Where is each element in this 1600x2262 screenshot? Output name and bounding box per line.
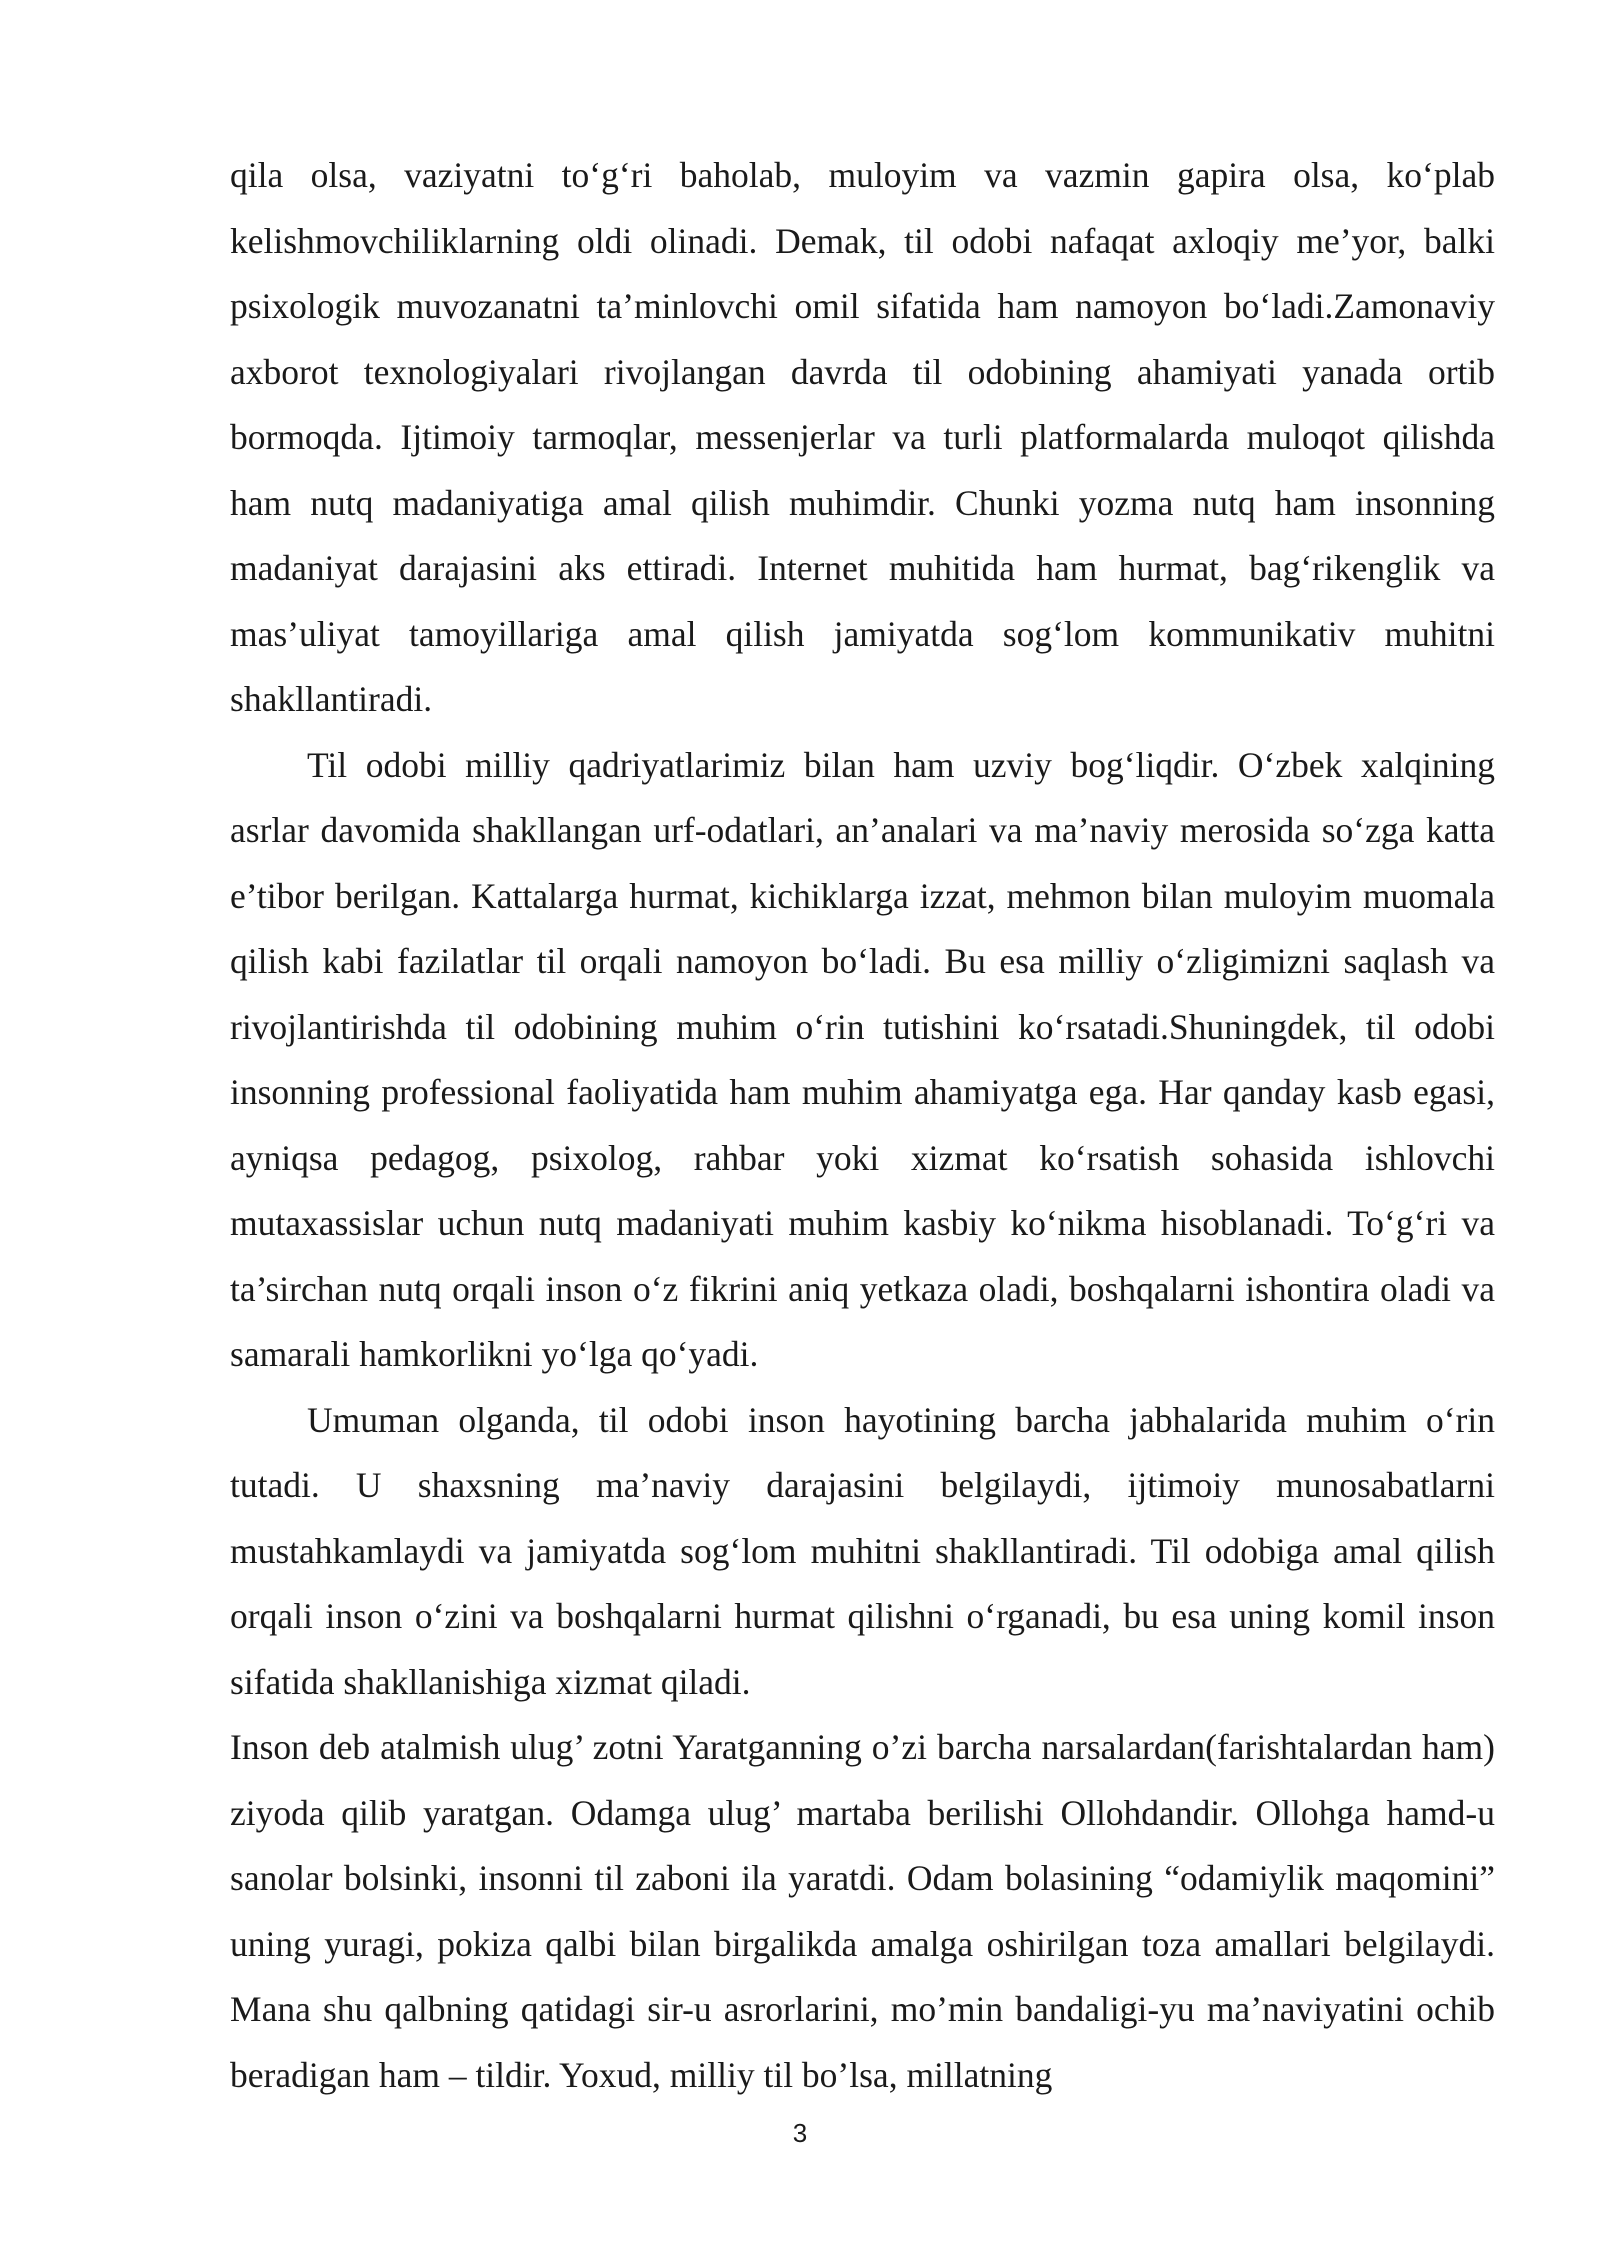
- paragraph-2: Til odobi milliy qadriyatlarimiz bilan ham uzviy bog‘liqdir. O‘zbek xalqining asrlar davomida shakllangan urf-odatlari, an’analari va ma’naviy merosida so‘zga katta e’tibor berilgan. Kattalarga hurmat, kichiklarga izzat, mehmon bilan muloyim muomala qilish kabi fazilatlar til orqali namoyon bo‘ladi. Bu esa milliy o‘zligimizni saqlash va rivojlantirishda til odobining muhim o‘rin tutishini ko‘rsatadi.Shuningdek, til odobi insonning professional faoliyatida ham muhim ahamiyatga ega. Har qanday kasb egasi, ayniqsa pedagog, psixolog, rahbar yoki xizmat ko‘rsatish sohasida ishlovchi mutaxassislar uchun nutq madaniyati muhim kasbiy ko‘nikma hisoblanadi. To‘g‘ri va ta’sirchan nutq orqali inson o‘z fikrini aniq yetkaza oladi, boshqalarni ishontira oladi va samarali hamkorlikni yo‘lga qo‘yadi.: [230, 744, 1495, 1374]
- paragraph-3: Umuman olganda, til odobi inson hayotining barcha jabhalarida muhim o‘rin tutadi. U shaxsning ma’naviy darajasini belgilaydi, ijtimoiy munosabatlarni mustahkamlaydi va jamiyatda sog‘lom muhitni shakllantiradi. Til odobiga amal qilish orqali inson o‘zini va boshqalarni hurmat qilishni o‘rganadi, bu esa uning komil inson sifatida shakllanishiga xizmat qiladi.: [230, 1399, 1495, 1702]
- paragraph-1: qila olsa, vaziyatni to‘g‘ri baholab, muloyim va vazmin gapira olsa, ko‘plab kelishmovchiliklarning oldi olinadi. Demak, til odobi nafaqat axloqiy me’yor, balki psixologik muvozanatni ta’minlovchi omil sifatida ham namoyon bo‘ladi.Zamonaviy axborot texnologiyalari rivojlangan davrda til odobining ahamiyati yanada ortib bormoqda. Ijtimoiy tarmoqlar, messenjerlar va turli platformalarda muloqot qilishda ham nutq madaniyatiga amal qilish muhimdir. Chunki yozma nutq ham insonning madaniyat darajasini aks ettiradi. Internet muhitida ham hurmat, bag‘rikenglik va mas’uliyat tamoyillariga amal qilish jamiyatda sog‘lom kommunikativ muhitni shakllantiradi.: [230, 155, 1495, 719]
- page-number: 3: [792, 2118, 808, 2148]
- body-text: [230, 143, 1495, 2108]
- paragraph-4: Inson deb atalmish ulug’ zotni Yaratganning o’zi barcha narsalardan(farishtalardan ham) ziyoda qilib yaratgan. Odamga ulug’ martaba berilishi Ollohdandir. Ollohga hamd-u sanolar bolsinki, insonni til zaboni ila yaratdi. Odam bolasining “odamiylik maqomini” uning yuragi, pokiza qalbi bilan birgalikda amalga oshirilgan toza amallari belgilaydi. Mana shu qalbning qatidagi sir-u asrorlarini, mo’min bandaligi-yu ma’naviyatini ochib beradigan ham – tildir. Yoxud, milliy til bo’lsa, millatning: [230, 1727, 1495, 2095]
